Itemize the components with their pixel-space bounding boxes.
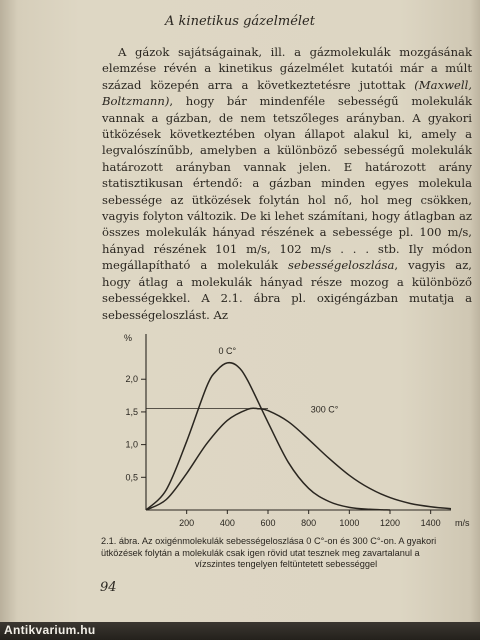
y-tick-label: 1,5 [125, 406, 138, 417]
x-tick-label: 200 [179, 518, 195, 528]
x-tick-label: 1400 [420, 518, 441, 528]
caption-text: 2.1. ábra. Az oxigénmolekulák sebességeloszlása 0 C°-on és 300 C°-on. A gyakori ütközések folytán a molekulák csak igen rövid utat tesznek meg zavartalanul a [101, 536, 437, 558]
x-tick-label: 1000 [339, 518, 360, 528]
y-axis-label: % [123, 333, 133, 343]
body-paragraph [102, 44, 472, 323]
caption-text-last-line: vízszintes tengelyen feltüntetett sebességgel [194, 559, 378, 570]
series-label-0c: 0 C° [218, 345, 237, 356]
x-axis-label: m/s [455, 518, 470, 528]
figure-caption [101, 536, 471, 571]
text-run: A gázok sajátságainak, ill. a gázmolekulák mozgásának elemzése révén a kinetikus gázelmélet kutatói már a múlt század közepén arra a következtetésre jutottak [102, 45, 472, 92]
y-tick-label: 2,0 [125, 374, 138, 385]
x-tick-label: 1200 [379, 518, 401, 528]
series-line-0c [146, 363, 390, 510]
italic-run: sebességeloszlása [288, 258, 395, 273]
text-run: , vagyis az, hogy átlag a molekulák hányad része mozog a különböző sebességekkel. A 2.1. ábra pl. oxigéngázban mutatja a sebességeloszlást. Az [102, 258, 472, 322]
chart-labels [124, 333, 470, 528]
chart-ticks [125, 374, 440, 528]
page-number: 94 [100, 580, 117, 595]
text-run: , hogy bár mindenféle sebességű molekulák vannak a gázban, de nem tetszőleges arányban. A gyakori ütközések következtében olyan állapot alakul ki, amely a legvalószínűbb, amelyben a különböző sebességű molekulák határozott arányban vannak jelen. E határozott arány statisztikusan értendő: a gázban minden egyes molekula sebessége az ütközések folytán hol nő, hol meg csökken, vagyis folyton változik. De ki lehet számítani, hogy átlagban az összes molekulák hányad részének a sebessége pl. 100 m/s, hányad részének 101 m/s, 102 m/s . . . stb. Ily módon megállapítható a molekulák [102, 94, 472, 273]
running-head: A kinetikus gázelmélet [165, 14, 315, 29]
series-label-300c: 300 C° [310, 404, 339, 415]
y-tick-label: 1,0 [125, 439, 138, 450]
y-tick-label: 0,5 [125, 472, 138, 483]
watermark-bar [0, 622, 480, 640]
x-tick-label: 800 [301, 518, 317, 528]
chart-curves [146, 363, 451, 510]
watermark-text: Antikvarium.hu [4, 623, 96, 637]
speed-distribution-figure [96, 316, 476, 536]
italic-run: (Maxwell, Boltzmann) [102, 77, 472, 109]
x-tick-label: 400 [219, 518, 235, 528]
speed-distribution-chart [96, 316, 476, 536]
series-line-300c [146, 408, 451, 510]
x-tick-label: 600 [260, 518, 276, 528]
chart-axes [146, 334, 451, 510]
